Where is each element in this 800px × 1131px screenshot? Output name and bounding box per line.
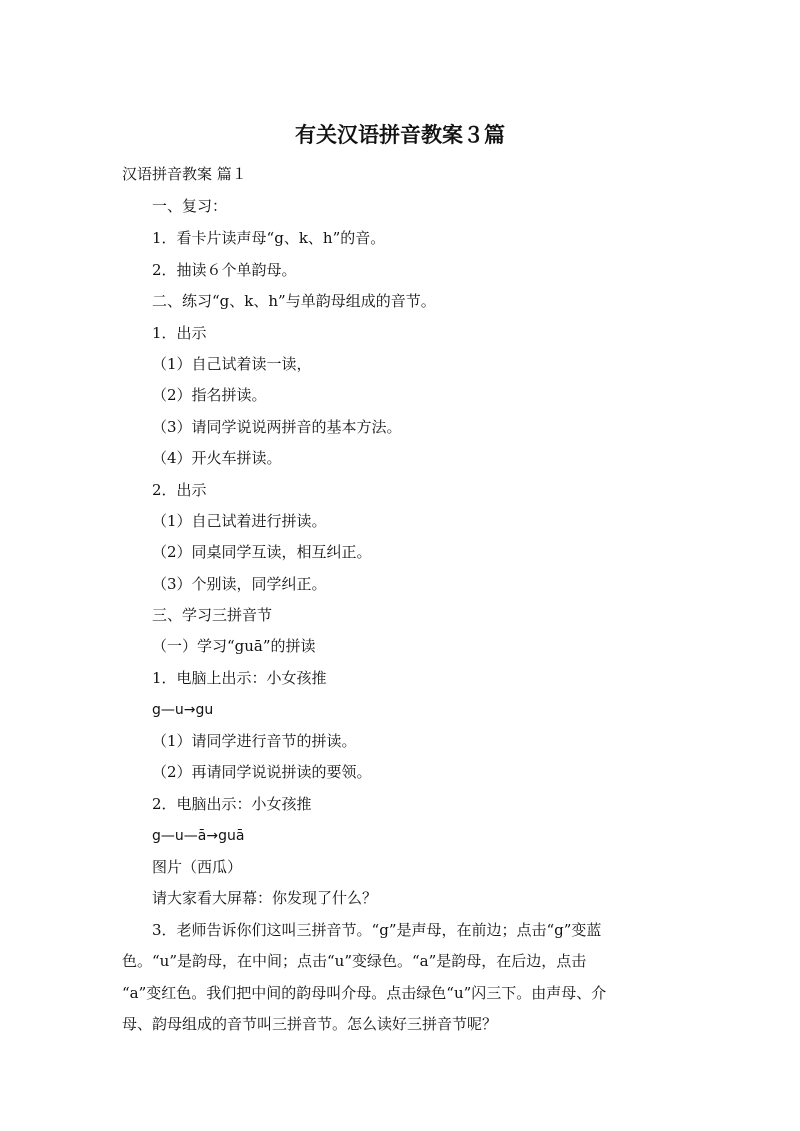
paragraph: 请大家看大屏幕：你发现了什么？ — [152, 889, 378, 907]
paragraph: 二、练习“g、k、h”与单韵母组成的音节。 — [152, 292, 436, 310]
paragraph: 2．抽读６个单韵母。 — [152, 261, 297, 279]
pinyin-formula: g—u—ā→guā — [152, 828, 245, 844]
paragraph: 2．出示 — [152, 481, 207, 499]
paragraph: （2）指名拼读。 — [152, 386, 267, 404]
paragraph: 2．电脑出示：小女孩推 — [152, 795, 312, 813]
paragraph: （1）请同学进行音节的拼读。 — [152, 732, 357, 750]
paragraph: 图片（西瓜） — [152, 858, 243, 876]
paragraph: 三、学习三拼音节 — [152, 606, 273, 624]
paragraph: （3）个别读，同学纠正。 — [152, 575, 327, 593]
paragraph: 1．出示 — [152, 324, 207, 342]
paragraph: 色。“u”是韵母，在中间；点击“u”变绿色。“a”是韵母，在后边，点击 — [122, 952, 587, 970]
document-title: 有关汉语拼音教案３篇 — [295, 123, 505, 147]
paragraph: （4）开火车拼读。 — [152, 449, 282, 467]
paragraph: （一）学习“guā”的拼读 — [152, 637, 316, 655]
paragraph: 3．老师告诉你们这叫三拼音节。“g”是声母，在前边；点击“g”变蓝 — [152, 921, 602, 939]
paragraph: （2）再请同学说说拼读的要领。 — [152, 763, 372, 781]
paragraph: 一、复习： — [152, 197, 228, 215]
paragraph: 母、韵母组成的音节叫三拼音节。怎么读好三拼音节呢？ — [122, 1015, 498, 1033]
paragraph: （1）自己试着进行拼读。 — [152, 512, 327, 530]
paragraph: “a”变红色。我们把中间的韵母叫介母。点击绿色“u”闪三下。由声母、介 — [122, 984, 607, 1002]
paragraph: （2）同桌同学互读，相互纠正。 — [152, 543, 372, 561]
paragraph: （1）自己试着读一读， — [152, 355, 312, 373]
section-heading: 汉语拼音教案 篇１ — [122, 165, 247, 183]
paragraph: 1．电脑上出示：小女孩推 — [152, 669, 327, 687]
paragraph: （3）请同学说说两拼音的基本方法。 — [152, 418, 402, 436]
pinyin-formula: g—u→gu — [152, 702, 214, 718]
paragraph: 1．看卡片读声母“g、k、h”的音。 — [152, 229, 386, 247]
